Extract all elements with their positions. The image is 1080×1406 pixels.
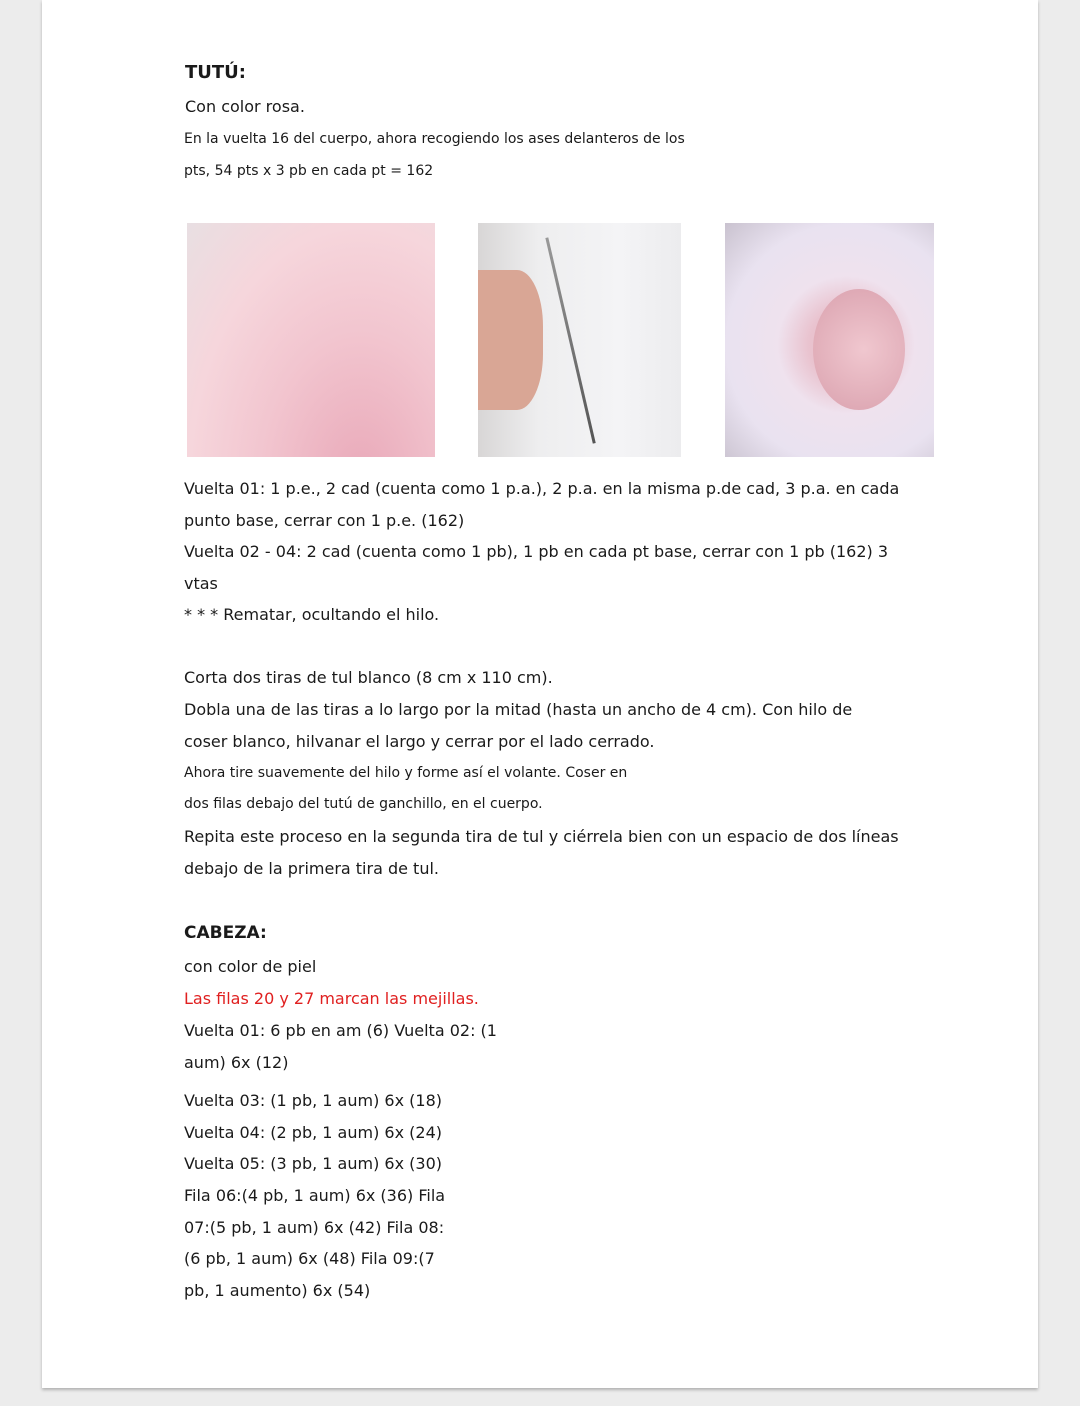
cabeza-round-line: pb, 1 aumento) 6x (54) (184, 1281, 371, 1300)
tulle-line: Dobla una de las tiras a lo largo por la mitad (hasta un ancho de 4 cm). Con hilo de (184, 700, 853, 719)
tulle-line: coser blanco, hilvanar el largo y cerrar por el lado cerrado. (184, 732, 655, 751)
cabeza-color: con color de piel (184, 957, 317, 976)
tutu-round-line: Vuelta 01: 1 p.e., 2 cad (cuenta como 1 p.a.), 2 p.a. en la misma p.de cad, 3 p.a. en cada (184, 479, 900, 498)
tutu-round-line: punto base, cerrar con 1 p.e. (162) (184, 511, 465, 530)
tulle-line: Corta dos tiras de tul blanco (8 cm x 110 cm). (184, 668, 553, 687)
photo-crochet-tutu (187, 223, 435, 457)
photo-tulle-skirt (725, 223, 934, 457)
tulle-line: dos filas debajo del tutú de ganchillo, en el cuerpo. (184, 796, 543, 812)
cabeza-round-line: aum) 6x (12) (184, 1053, 289, 1072)
cabeza-round-line: Vuelta 05: (3 pb, 1 aum) 6x (30) (184, 1154, 442, 1173)
cabeza-round-line: Vuelta 04: (2 pb, 1 aum) 6x (24) (184, 1123, 442, 1142)
cabeza-round-line: Vuelta 03: (1 pb, 1 aum) 6x (18) (184, 1091, 442, 1110)
tulle-line: Ahora tire suavemente del hilo y forme así el volante. Coser en (184, 765, 628, 781)
cabeza-round-line: 07:(5 pb, 1 aum) 6x (42) Fila 08: (184, 1218, 445, 1237)
tutu-color: Con color rosa. (185, 97, 305, 116)
tulle-line: Repita este proceso en la segunda tira de tul y ciérrela bien con un espacio de dos líneas (184, 827, 899, 846)
tutu-intro-line: pts, 54 pts x 3 pb en cada pt = 162 (184, 163, 434, 179)
cabeza-round-line: Vuelta 01: 6 pb en am (6) Vuelta 02: (1 (184, 1021, 497, 1040)
cabeza-round-line: Fila 06:(4 pb, 1 aum) 6x (36) Fila (184, 1186, 446, 1205)
cabeza-heading: CABEZA: (184, 923, 267, 943)
tutu-round-line: vtas (184, 574, 218, 593)
tutu-round-line: Vuelta 02 - 04: 2 cad (cuenta como 1 pb), 1 pb en cada pt base, cerrar con 1 pb (162) 3 (184, 542, 889, 561)
tulle-line: debajo de la primera tira de tul. (184, 859, 439, 878)
photo-needle-tulle (478, 223, 681, 457)
cabeza-note: Las filas 20 y 27 marcan las mejillas. (184, 989, 479, 1008)
document-page (42, 0, 1038, 1388)
tutu-heading: TUTÚ: (185, 62, 246, 83)
cabeza-round-line: (6 pb, 1 aum) 6x (48) Fila 09:(7 (184, 1249, 435, 1268)
tutu-round-line: * * * Rematar, ocultando el hilo. (184, 605, 440, 624)
tutu-intro-line: En la vuelta 16 del cuerpo, ahora recogiendo los ases delanteros de los (184, 131, 685, 147)
